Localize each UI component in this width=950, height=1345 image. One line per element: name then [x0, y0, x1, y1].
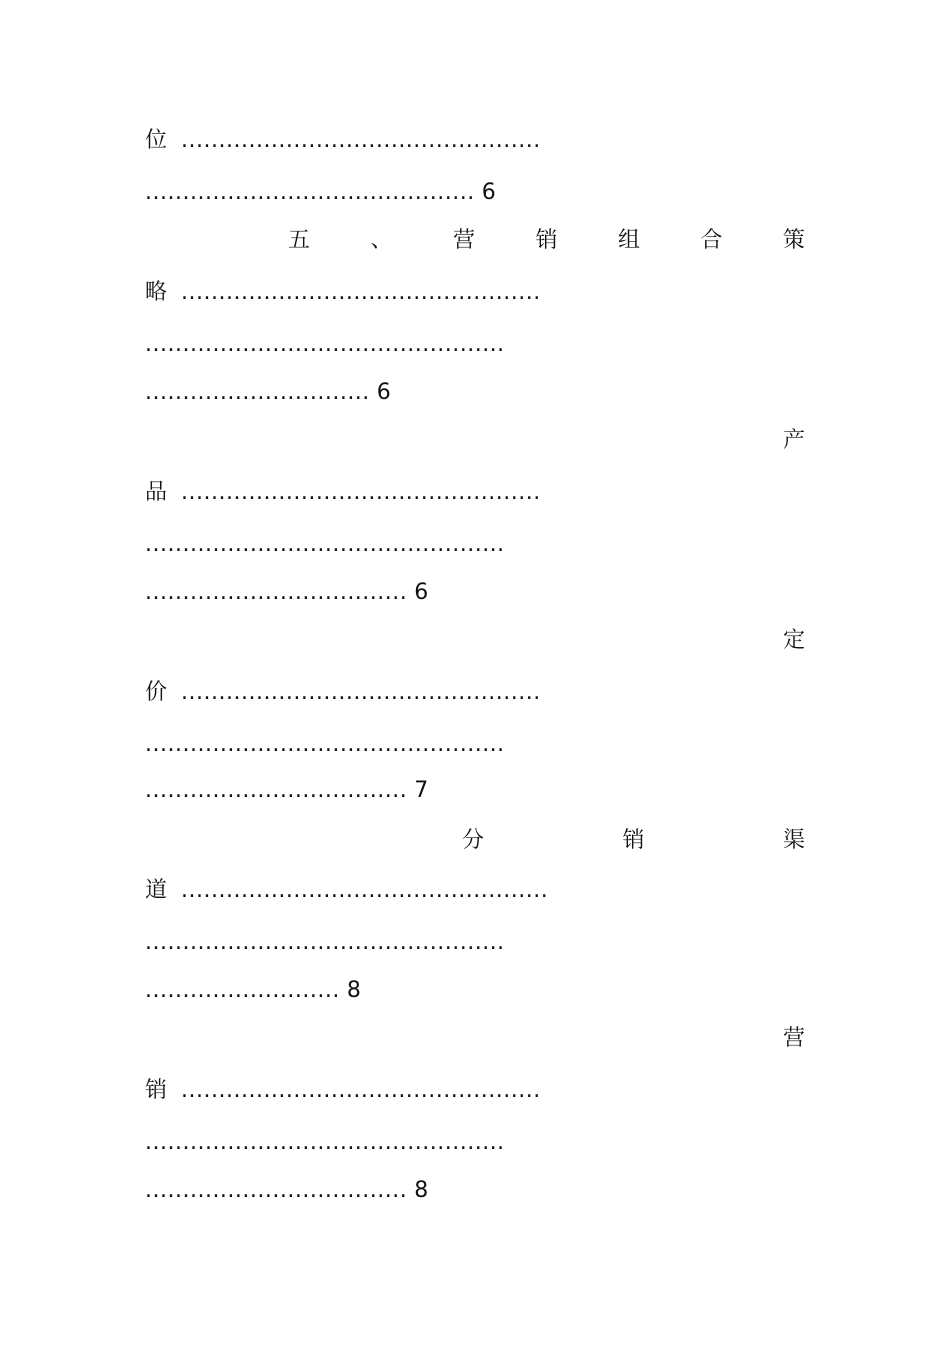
toc-line — [145, 976, 805, 1006]
toc-label: 略 — [145, 280, 168, 305]
toc-leader: ................................................ — [145, 532, 505, 557]
toc-page-number: 7 — [414, 778, 429, 803]
toc-leader: .......................... — [145, 978, 340, 1003]
toc-leader: ................................................ — [145, 332, 505, 357]
toc-line — [145, 426, 805, 456]
toc-label: 道 — [145, 878, 168, 903]
toc-line — [145, 776, 805, 806]
toc-page-number: 8 — [414, 1178, 429, 1203]
toc-leader: ................................................ — [181, 128, 541, 153]
toc-label: 定 — [782, 628, 805, 653]
toc-leader: ................................................ — [181, 680, 541, 705]
heading-char: 合 — [700, 228, 723, 253]
heading-char: 五 — [288, 228, 311, 253]
heading-char: 分 — [462, 828, 485, 853]
toc-line — [145, 1128, 805, 1158]
toc-page-number: 8 — [346, 978, 361, 1003]
toc-heading-section-five — [288, 226, 805, 256]
toc-line — [145, 876, 805, 906]
toc-heading-distribution — [462, 826, 805, 856]
toc-line — [145, 578, 805, 608]
toc-leader: ................................... — [145, 778, 408, 803]
toc-label: 品 — [145, 480, 168, 505]
heading-char: 营 — [452, 228, 475, 253]
toc-line — [145, 678, 805, 708]
heading-char: 策 — [782, 228, 805, 253]
toc-label: 营 — [782, 1026, 805, 1051]
toc-line — [145, 928, 805, 958]
toc-leader: ................................................ — [181, 480, 541, 505]
toc-line — [145, 1024, 805, 1054]
toc-leader: .............................. — [145, 380, 370, 405]
toc-label: 价 — [145, 680, 168, 705]
toc-leader: ................................................ — [145, 1130, 505, 1155]
toc-page-number: 6 — [481, 180, 496, 205]
toc-leader: ................................... — [145, 580, 408, 605]
toc-leader: ................................................. — [181, 878, 549, 903]
toc-page-number: 6 — [376, 380, 391, 405]
heading-char: 销 — [535, 228, 558, 253]
toc-leader: ................................................ — [145, 930, 505, 955]
toc-line — [145, 378, 805, 408]
heading-char: 销 — [622, 828, 645, 853]
toc-line — [145, 478, 805, 508]
heading-char: 渠 — [782, 828, 805, 853]
toc-leader: ................................... — [145, 1178, 408, 1203]
toc-line — [145, 1076, 805, 1106]
toc-line — [145, 530, 805, 560]
toc-leader: ................................................ — [181, 1078, 541, 1103]
toc-line — [145, 278, 805, 308]
toc-label: 位 — [145, 128, 168, 153]
toc-line — [145, 1176, 805, 1206]
toc-line — [145, 178, 805, 208]
toc-line — [145, 330, 805, 360]
toc-line — [145, 626, 805, 656]
toc-leader: ................................................ — [145, 732, 505, 757]
toc-line — [145, 126, 805, 156]
heading-char: 组 — [617, 228, 640, 253]
toc-page-number: 6 — [414, 580, 429, 605]
toc-label: 销 — [145, 1078, 168, 1103]
heading-char: 、 — [370, 228, 393, 253]
toc-label: 产 — [782, 428, 805, 453]
toc-leader: ................................................ — [181, 280, 541, 305]
toc-leader: ............................................ — [145, 180, 475, 205]
toc-line — [145, 730, 805, 760]
